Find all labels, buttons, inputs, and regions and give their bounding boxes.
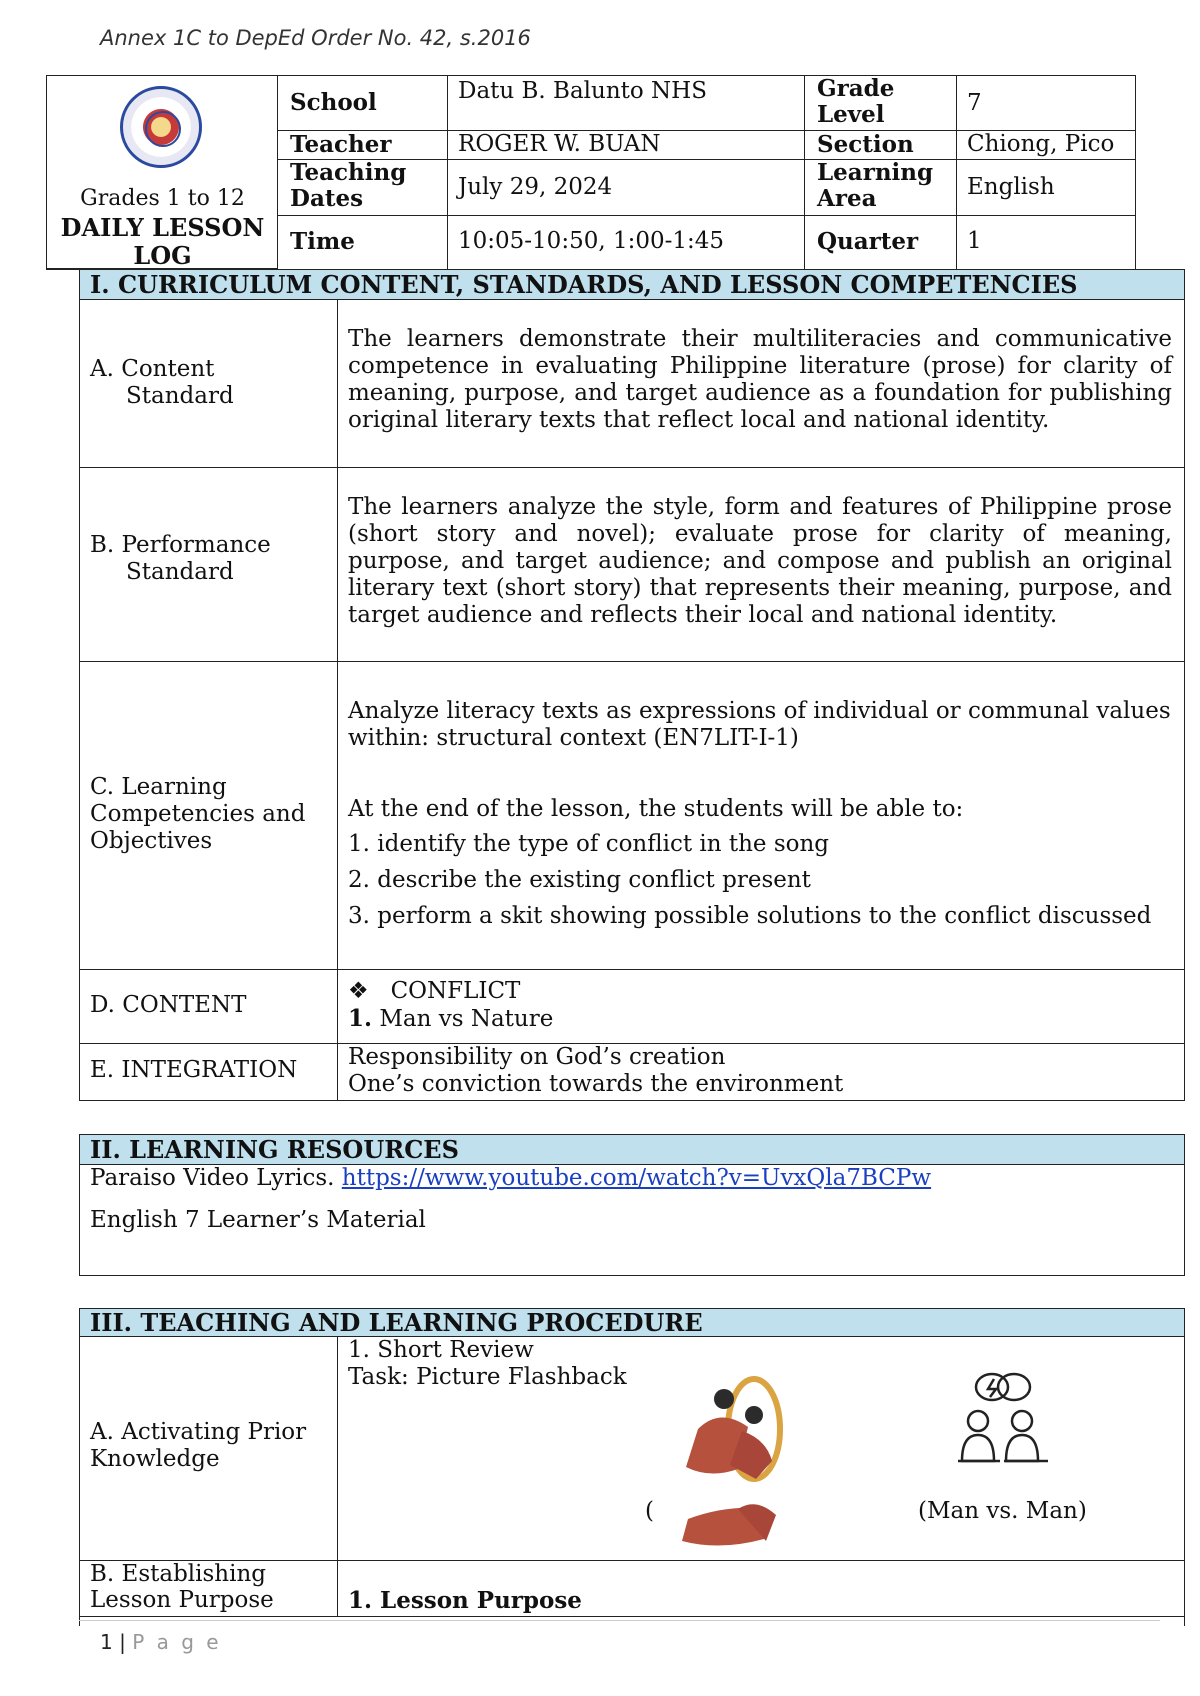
task-item: Task: Picture Flashback: [348, 1364, 627, 1390]
review-item: 1. Short Review: [348, 1337, 534, 1363]
performance-standard-label-line1: B. Performance: [90, 532, 271, 558]
competencies-row: [80, 662, 1184, 970]
learning-resources-section: [79, 1134, 1185, 1276]
content-item: [348, 978, 1172, 1005]
competency-text: Analyze literacy texts as expressions of individual or communal values within: structural context (EN7LIT-I-1): [348, 698, 1171, 751]
content-row-label: D. CONTENT: [80, 970, 338, 1043]
teaching-dates-value: July 29, 2024: [448, 160, 805, 216]
resource-item: English 7 Learner’s Material: [90, 1207, 426, 1233]
man-vs-man-argument-icon: [948, 1369, 1058, 1479]
teacher-value: ROGER W. BUAN: [448, 131, 805, 160]
content-standard-label-line1: A. Content: [90, 356, 215, 382]
time-label: Time: [278, 216, 448, 269]
school-label: School: [278, 76, 448, 131]
diamond-bullet-icon: ❖: [348, 978, 369, 1004]
section-value: Chiong, Pico: [957, 131, 1135, 160]
teacher-label: Teacher: [278, 131, 448, 160]
activating-content: [338, 1337, 1184, 1560]
objective-item: 1. identify the type of conflict in the song: [348, 831, 830, 857]
logo-cell: [47, 76, 278, 269]
quarter-label: Quarter: [805, 216, 957, 269]
content-item-text: CONFLICT: [390, 978, 521, 1004]
time-value: 10:05-10:50, 1:00-1:45: [448, 216, 805, 269]
section-label: Section: [805, 131, 957, 160]
resource-link[interactable]: https://www.youtube.com/watch?v=UvxQla7BCPw: [341, 1165, 932, 1191]
performance-standard-label-line2: Standard: [126, 559, 234, 585]
content-row: [80, 970, 1184, 1044]
competencies-content: [338, 662, 1184, 969]
resource-item: [90, 1165, 1174, 1192]
resource-text: Paraiso Video Lyrics.: [90, 1165, 335, 1191]
caption-left: (: [645, 1498, 654, 1524]
content-standard-label-line2: Standard: [126, 383, 234, 409]
quarter-value: 1: [967, 228, 982, 254]
objective-item: 3. perform a skit showing possible solutions to the conflict discussed: [348, 903, 1152, 929]
caption-man-vs-man: (Man vs. Man): [918, 1498, 1087, 1524]
teaching-dates-label: Teaching Dates: [278, 160, 448, 216]
activating-label: A. Activating Prior Knowledge: [80, 1337, 338, 1560]
content-standard-label: [80, 300, 338, 467]
resources-body: [80, 1165, 1184, 1234]
performance-standard-text: The learners analyze the style, form and features of Philippine prose (short story and novel); evaluate prose for clarity of meaning, purpose, and target audience; and compose and publish an original literary text (short story) that represents their meaning, purpose, and target audience and reflects their local and national identity.: [348, 494, 1172, 628]
content-row-value: [338, 970, 1184, 1043]
content-standard-row: [80, 300, 1184, 468]
content-subitem-text: Man vs Nature: [379, 1006, 554, 1032]
procedure-section-title: III. TEACHING AND LEARNING PROCEDURE: [80, 1309, 1184, 1337]
footer-separator: |: [119, 1630, 126, 1654]
deped-seal-icon: [120, 86, 202, 168]
performance-standard-row: [80, 468, 1184, 662]
lesson-purpose-label: B. Establishing Lesson Purpose: [80, 1561, 338, 1616]
grade-level-label: Grade Level: [805, 76, 957, 131]
objectives-intro: At the end of the lesson, the students will be able to:: [348, 796, 964, 822]
learning-area-value: English: [957, 160, 1135, 216]
grade-level-value: 7: [957, 76, 1135, 131]
lesson-purpose-row: [80, 1561, 1184, 1617]
integration-row: [80, 1044, 1184, 1100]
objective-item: 2. describe the existing conflict present: [348, 867, 811, 893]
footer-divider: [79, 1620, 1160, 1621]
grades-label: Grades 1 to 12: [80, 186, 245, 211]
integration-item: One’s conviction towards the environment: [348, 1071, 844, 1097]
content-standard-text: The learners demonstrate their multiliteracies and communicative competence in evaluating Philippine literature (prose) for clarity of meaning, purpose, and target audience as a foundation for publishing original literary texts that reflect local and national identity.: [348, 326, 1172, 433]
page-number: 1: [100, 1630, 113, 1654]
lesson-purpose-item: 1. Lesson Purpose: [348, 1587, 582, 1614]
integration-label: E. INTEGRATION: [80, 1044, 338, 1100]
content-subitem: [348, 1005, 1172, 1033]
man-vs-self-mirror-icon: [668, 1369, 808, 1559]
page-word: P a g e: [132, 1630, 222, 1654]
learning-area-label: Learning Area: [805, 160, 957, 216]
curriculum-section-title: I. CURRICULUM CONTENT, STANDARDS, AND LESSON COMPETENCIES: [80, 270, 1184, 300]
activating-row: [80, 1337, 1184, 1561]
integration-value: [338, 1044, 1184, 1100]
school-value: Datu B. Balunto NHS: [448, 76, 805, 131]
performance-standard-label: [80, 468, 338, 661]
annex-reference: Annex 1C to DepEd Order No. 42, s.2016: [100, 26, 531, 50]
procedure-section: [79, 1308, 1185, 1626]
header-table: [46, 75, 1136, 270]
integration-item: Responsibility on God’s creation: [348, 1044, 726, 1070]
page-footer: [100, 1630, 222, 1654]
curriculum-section: [79, 269, 1185, 1101]
content-subitem-number: 1.: [348, 1005, 373, 1032]
learning-resources-title: II. LEARNING RESOURCES: [80, 1135, 1184, 1165]
competencies-label: C. Learning Competencies and Objectives: [80, 662, 338, 969]
dll-title: DAILY LESSON LOG: [60, 213, 265, 270]
